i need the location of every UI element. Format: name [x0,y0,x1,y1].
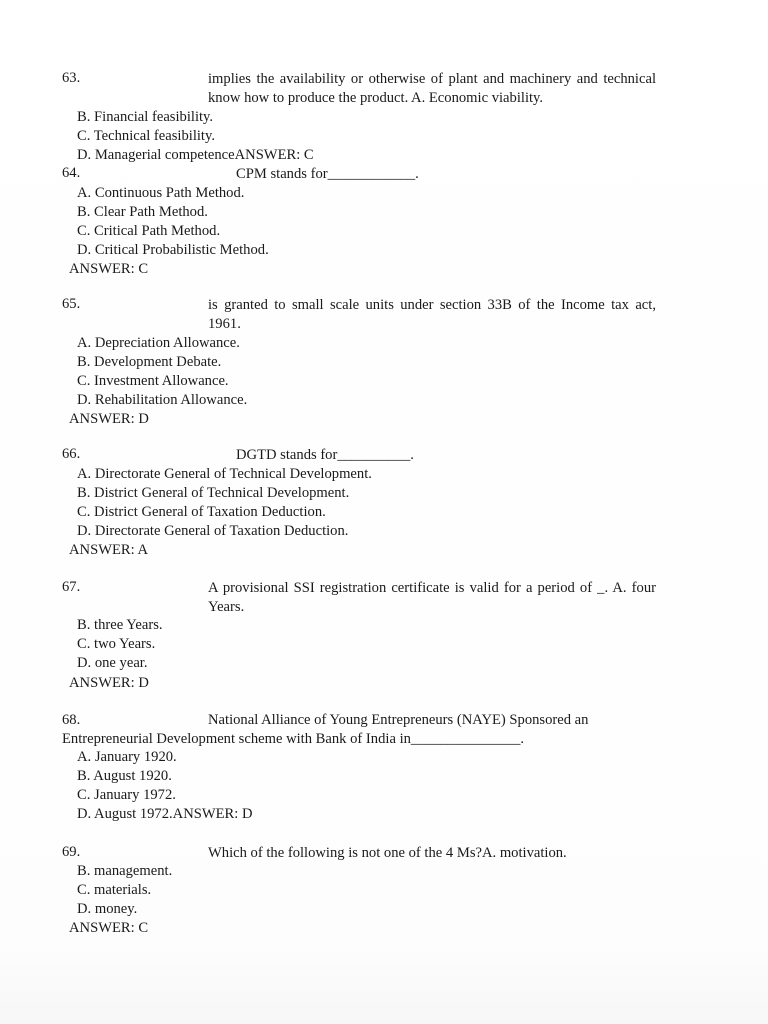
question-number: 66. [62,446,81,462]
option: A. Depreciation Allowance. [77,335,240,351]
question-stem: A provisional SSI registration certificate is valid for a period of _. A. four Years. [208,580,656,615]
option: B. three Years. [77,617,163,633]
option: C. District General of Taxation Deduction. [77,504,326,520]
question-number: 68. [62,712,81,728]
option: D. one year. [77,655,148,671]
question-number: 63. [62,70,81,86]
option: C. January 1972. [77,787,176,803]
question-number: 69. [62,844,81,860]
option: B. Financial feasibility. [77,109,214,125]
option: C. Critical Path Method. [77,223,221,239]
answer-label: ANSWER: C [69,261,149,277]
option: C. two Years. [77,636,156,652]
option: B. management. [77,863,173,879]
question-stem: DGTD stands for__________. [236,447,414,463]
option: D. Critical Probabilistic Method. [77,242,269,258]
option: B. August 1920. [77,768,172,784]
answer-label: ANSWER: D [69,411,149,427]
question-number: 65. [62,296,81,312]
answer-label: ANSWER: D [69,675,149,691]
option: D. Managerial competenceANSWER: C [77,147,314,163]
option: D. Rehabilitation Allowance. [77,392,248,408]
option: B. Clear Path Method. [77,204,208,220]
option: D. money. [77,901,138,917]
options-list [77,184,269,260]
options-list [77,108,314,165]
answer-label: ANSWER: C [69,920,149,936]
question-stem: is granted to small scale units under section 33B of the Income tax act, 1961. [208,297,656,332]
page-bottom-shade [0,944,768,1024]
question-stem: implies the availability or otherwise of plant and machinery and technical know how to produce the product. A. Economic viability. [208,71,656,106]
option: A. Directorate General of Technical Development. [77,466,372,482]
options-list [77,616,163,673]
options-list [77,748,253,824]
options-list [77,862,172,919]
question-stem: Which of the following is not one of the 4 Ms?A. motivation. [208,845,567,861]
option: A. Continuous Path Method. [77,185,245,201]
question-number: 64. [62,165,81,181]
answer-label: ANSWER: A [69,542,149,558]
option: B. District General of Technical Development. [77,485,350,501]
question-number: 67. [62,579,81,595]
option: D. August 1972.ANSWER: D [77,806,253,822]
option: A. January 1920. [77,749,177,765]
options-list [77,334,247,410]
option: D. Directorate General of Taxation Deduction. [77,523,349,539]
option: C. materials. [77,882,152,898]
option: C. Investment Allowance. [77,373,229,389]
question-stem: CPM stands for____________. [236,166,419,182]
option: C. Technical feasibility. [77,128,215,144]
options-list [77,465,372,541]
option: B. Development Debate. [77,354,222,370]
question-stem: National Alliance of Young Entrepreneurs (NAYE) Sponsored an Entrepreneurial Development scheme with Bank of India in_______________. [62,712,589,747]
question-stem-with-number [62,711,658,749]
